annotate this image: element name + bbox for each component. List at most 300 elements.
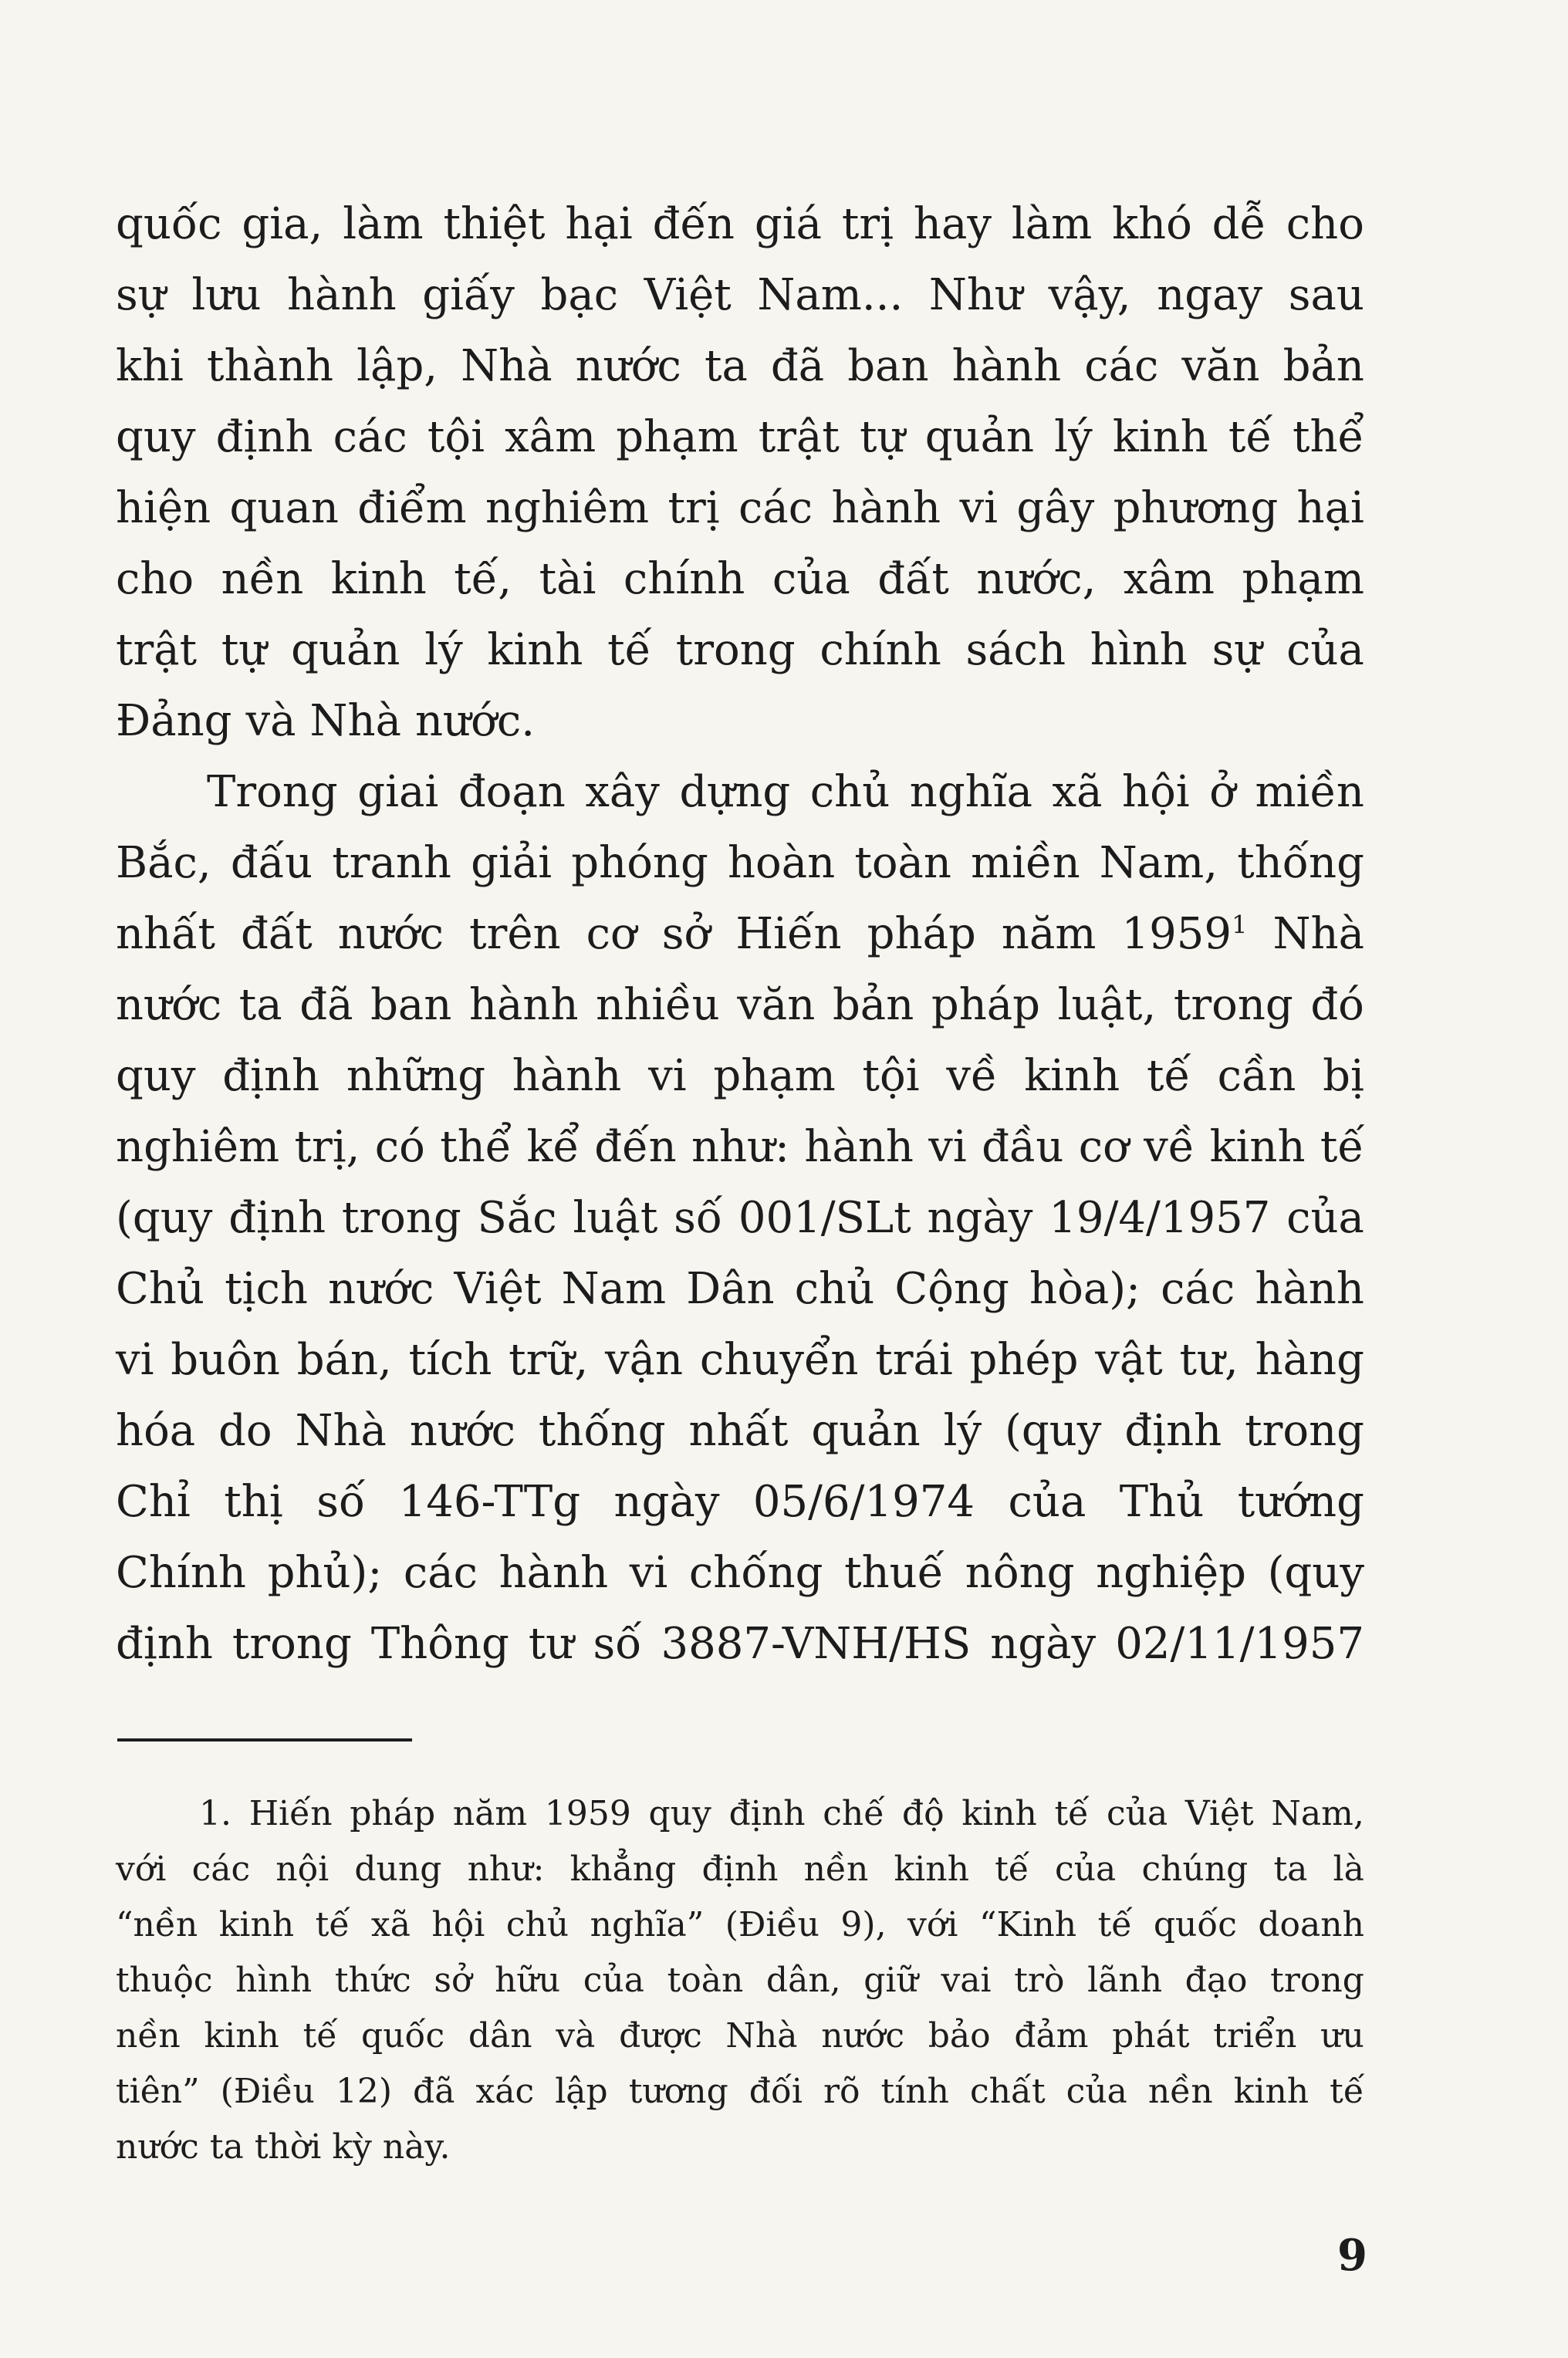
word: các (738, 483, 813, 533)
word: Nhà (309, 696, 401, 746)
word: trong (1173, 980, 1293, 1030)
word: lãnh (1087, 1961, 1163, 2000)
word: kinh (894, 1850, 969, 1889)
word: kinh (1024, 1051, 1120, 1101)
word: nước (328, 1264, 434, 1314)
word: cơ (586, 909, 637, 959)
word: Thông (370, 1619, 509, 1669)
word: nhất (116, 909, 215, 959)
word: ta (1273, 1850, 1308, 1889)
word: Đảng (116, 696, 232, 746)
word: đến (594, 1122, 677, 1172)
word: nghiêm (485, 483, 650, 533)
text-line (116, 1609, 1364, 1680)
word: của (583, 1961, 644, 2000)
word: các (191, 1850, 251, 1889)
word: nghĩa (909, 767, 1033, 817)
word: Chỉ (116, 1477, 191, 1527)
word: kinh (1209, 1122, 1306, 1172)
word: trong (231, 1619, 352, 1669)
word: với (116, 1850, 167, 1889)
word: (Điều (725, 1905, 819, 1944)
word: trong (675, 625, 796, 675)
word: ta (238, 980, 282, 1030)
word: nước (575, 341, 681, 391)
word: tội (862, 1051, 920, 1101)
word: tính (880, 2072, 949, 2111)
word: trị (841, 199, 894, 249)
word: quan (229, 483, 339, 533)
word: hoàn (727, 838, 836, 888)
word: đã (413, 2072, 455, 2111)
word: làm (343, 199, 424, 249)
word: miền (1255, 767, 1364, 817)
word: văn (1181, 341, 1260, 391)
word: thị (224, 1477, 283, 1527)
word: xây (585, 767, 660, 817)
footnote-line (116, 2008, 1364, 2064)
word: Nhà (295, 1406, 387, 1456)
word: phạm (1242, 554, 1364, 604)
word: chế (823, 1794, 885, 1833)
word: lập, (357, 341, 438, 391)
word: định (701, 1850, 779, 1889)
word: Sắc (477, 1193, 557, 1243)
word: kinh (1112, 412, 1208, 462)
word: đó (1310, 980, 1364, 1030)
text-segment: Nhà (1272, 909, 1364, 959)
word: hành (287, 270, 397, 320)
word: 02/11/1957 (1115, 1619, 1364, 1669)
word: chống (688, 1548, 823, 1598)
text-line-with-footnote-ref (116, 899, 1364, 970)
word: hình (1090, 625, 1188, 675)
word: Chủ (116, 1264, 204, 1314)
word: Dân (686, 1264, 775, 1314)
word: định (228, 1193, 326, 1243)
word: kinh (204, 2016, 279, 2056)
word: chủ (505, 1905, 569, 1944)
word: hữu (495, 1961, 561, 2000)
word: tự (221, 625, 267, 675)
text-line (116, 1538, 1364, 1609)
word: quốc (361, 2016, 445, 2056)
footnote-line (116, 2120, 1364, 2175)
word: xâm (505, 412, 596, 462)
word: về (1144, 1122, 1195, 1172)
word: xã (370, 1905, 411, 1944)
word: ta (704, 341, 748, 391)
word: là (1333, 1850, 1364, 1889)
text-line (116, 1467, 1364, 1538)
word: tế (1097, 1905, 1133, 1944)
word: chất (970, 2072, 1046, 2111)
word: những (346, 1051, 486, 1101)
word: đoạn (458, 767, 566, 817)
word: bán, (296, 1335, 392, 1385)
word: thống (1237, 838, 1364, 888)
word: nền (116, 2016, 181, 2056)
word: ưu (1320, 2016, 1364, 2056)
footnote-line (116, 1786, 1364, 1842)
word: gây (1016, 483, 1095, 533)
word: dân, (765, 1961, 841, 2000)
word: dễ (1211, 199, 1266, 249)
word: văn (737, 980, 816, 1030)
word: hành (512, 1051, 622, 1101)
word: của (1286, 1193, 1364, 1243)
word: tương (628, 2072, 728, 2111)
word: 1959$^1$ (1121, 909, 1248, 959)
word: kinh (218, 1905, 295, 1944)
word: Việt (454, 1264, 542, 1314)
word: quản (811, 1406, 921, 1456)
word: nước (337, 909, 444, 959)
word: tế (1228, 412, 1272, 462)
word: lý (943, 1406, 982, 1456)
word: nước, (976, 554, 1097, 604)
word: tư (528, 1619, 574, 1669)
word: sách (965, 625, 1066, 675)
word: xã (1052, 767, 1103, 817)
word: của (1008, 1477, 1086, 1527)
word: đất (877, 554, 949, 604)
word: chuyển (699, 1335, 859, 1385)
word: kinh (487, 625, 583, 675)
word: 3887-VNH/HS (661, 1619, 972, 1669)
text-line (116, 1396, 1364, 1467)
word: Nhà (725, 2016, 798, 2056)
word: chính (819, 625, 941, 675)
word: 12) (335, 2072, 393, 2111)
word: toàn (667, 1961, 744, 2000)
word: được (619, 2016, 702, 2056)
word: quốc (116, 199, 222, 249)
footnote-line (116, 1953, 1364, 2008)
word: hội (1122, 767, 1190, 817)
word: quản (291, 625, 400, 675)
word: (quy (1267, 1548, 1364, 1598)
text-line (116, 1325, 1364, 1396)
word: đến (652, 199, 735, 249)
word: hội (431, 1905, 485, 1944)
word: trong (341, 1193, 461, 1243)
word: Nam, (1271, 1794, 1364, 1833)
word: luật, (1057, 980, 1157, 1030)
footnote-reference: 1 (1232, 910, 1248, 940)
word: thể (1292, 412, 1364, 462)
word: pháp (931, 980, 1040, 1030)
word: pháp (350, 1794, 436, 1833)
word: tế (995, 1850, 1029, 1889)
word: tế (607, 625, 652, 675)
footnote-separator (117, 1738, 412, 1741)
word: nghĩa” (590, 1905, 705, 1944)
word: năm (1001, 909, 1097, 959)
word: như: (467, 1850, 545, 1889)
word: trị (667, 483, 720, 533)
word: của (772, 554, 850, 604)
word: vi (959, 483, 998, 533)
main-text-block (116, 189, 1364, 1680)
word: hành (804, 1122, 914, 1172)
word: Nam (561, 1264, 667, 1314)
word: về (946, 1051, 998, 1101)
word: phép (969, 1335, 1079, 1385)
word: gia, (242, 199, 323, 249)
word: vi (648, 1051, 687, 1101)
word: Bắc, (116, 838, 211, 888)
word: trò (1014, 1961, 1065, 2000)
word: định (215, 412, 313, 462)
word: xác (475, 2072, 535, 2111)
word: hành (951, 341, 1062, 391)
word: Cộng (894, 1264, 1009, 1314)
word: Như (928, 270, 1022, 320)
text-line (116, 544, 1364, 615)
word: như: (691, 1122, 790, 1172)
word: và (556, 2016, 596, 2056)
word: vậy, (1048, 270, 1131, 320)
word: hành (468, 980, 579, 1030)
word: lưu (191, 270, 262, 320)
word: độ (902, 1794, 945, 1833)
word: và (245, 696, 296, 746)
word: thuộc (116, 1961, 213, 2000)
word: Nhà (461, 341, 553, 391)
word: “Kinh (978, 1905, 1077, 1944)
word: đấu (230, 838, 313, 888)
word: 05/6/1974 (752, 1477, 975, 1527)
word: ta (209, 2127, 244, 2167)
word: vi (629, 1548, 668, 1598)
word: 19/4/1957 (1049, 1193, 1271, 1243)
word: ngay (1157, 270, 1263, 320)
word: buôn (171, 1335, 280, 1385)
word: Nam, (1099, 838, 1218, 888)
word: dung (354, 1850, 442, 1889)
word: chúng (1141, 1850, 1249, 1889)
word: của (1106, 1794, 1168, 1833)
word: chủ (794, 1264, 875, 1314)
word: với (907, 1905, 958, 1944)
word: trên (469, 909, 561, 959)
word: rõ (823, 2072, 860, 2111)
word: có (374, 1122, 425, 1172)
word: sở (434, 1961, 472, 2000)
text-line (116, 260, 1364, 331)
word: giai (357, 767, 439, 817)
text-line (116, 1183, 1364, 1254)
word: đảm (1014, 2016, 1089, 2056)
word: nước. (414, 696, 535, 746)
word: vật (1095, 1335, 1163, 1385)
word: hình (235, 1961, 313, 2000)
word: (Điều (220, 2072, 315, 2111)
word: thức (334, 1961, 411, 2000)
word: phủ); (267, 1548, 383, 1598)
word: trật (116, 625, 198, 675)
word: tự (860, 412, 905, 462)
word: nhất (688, 1406, 789, 1456)
word: nghiêm (116, 1122, 280, 1172)
word: giấy (422, 270, 515, 320)
word: Chính (116, 1548, 246, 1598)
word: các (403, 1548, 478, 1598)
word: lý (1054, 412, 1093, 462)
word: nghiệp (1096, 1548, 1246, 1598)
word: bạc (540, 270, 619, 320)
text-line (116, 1041, 1364, 1112)
word: phát (1112, 2016, 1190, 2056)
word: trái (875, 1335, 953, 1385)
word: phạm (713, 1051, 836, 1101)
word: ở (1209, 767, 1235, 817)
word: đã (770, 341, 825, 391)
word: định (116, 1619, 213, 1669)
word: bản (832, 980, 914, 1030)
footnote-line (116, 2064, 1364, 2120)
word: pháp (867, 909, 976, 959)
word: năm (452, 1794, 528, 1833)
word: phóng (571, 838, 708, 888)
word: tài (539, 554, 596, 604)
word: hành (831, 483, 941, 533)
word: 146-TTg (398, 1477, 581, 1527)
word: trữ, (509, 1335, 589, 1385)
word: trật (758, 412, 840, 462)
word: tế (1330, 2072, 1364, 2111)
word: khẳng (569, 1850, 677, 1889)
word: quy (116, 1051, 196, 1101)
text-line (116, 828, 1364, 899)
word: đạo (1184, 1961, 1248, 2000)
word: tế (1054, 1794, 1090, 1833)
word: này. (382, 2127, 451, 2167)
word: xâm (1123, 554, 1215, 604)
word: ngày (613, 1477, 720, 1527)
word: nền (803, 1850, 869, 1889)
word: nước (116, 2127, 199, 2167)
text-line (116, 402, 1364, 473)
word: luật (573, 1193, 658, 1243)
word: chủ (809, 767, 890, 817)
word: quản (924, 412, 1035, 462)
word: thiệt (443, 199, 546, 249)
word: dựng (679, 767, 791, 817)
word: tích (408, 1335, 492, 1385)
word: tội (427, 412, 485, 462)
word: thời (254, 2127, 322, 2167)
word: kỳ (332, 2127, 372, 2167)
word: lý (424, 625, 463, 675)
footnote-line (116, 1897, 1364, 1953)
word: hàng (1255, 1335, 1364, 1385)
word: nền (221, 554, 304, 604)
footnote-block (116, 1786, 1364, 2175)
word: triển (1213, 2016, 1297, 2056)
word: toàn (854, 838, 951, 888)
word: giải (471, 838, 553, 888)
word: đất (241, 909, 313, 959)
word: doanh (1258, 1905, 1364, 1944)
word: các (1084, 341, 1159, 391)
page-number: 9 (1337, 2230, 1367, 2281)
word: sở (661, 909, 711, 959)
word: số (316, 1477, 366, 1527)
text-line (116, 473, 1364, 544)
word: quy (648, 1794, 711, 1833)
word: (quy (1005, 1406, 1102, 1456)
word: Việt (644, 270, 732, 320)
word: hại (565, 199, 633, 249)
word: vi (928, 1122, 967, 1172)
word: giá (754, 199, 822, 249)
word: điểm (357, 483, 467, 533)
word: ban (847, 341, 929, 391)
word: làm (1011, 199, 1093, 249)
word: sau (1288, 270, 1364, 320)
word: phương (1113, 483, 1279, 533)
word: nước (116, 980, 222, 1030)
word: tế (315, 1905, 350, 1944)
word: vi (116, 1335, 154, 1385)
word: bị (1323, 1051, 1364, 1101)
word: trị, (294, 1122, 360, 1172)
word: ngày (990, 1619, 1097, 1669)
word: vai (941, 1961, 992, 2000)
text-line (116, 1254, 1364, 1325)
word: phạm (616, 412, 738, 462)
text-line (116, 1112, 1364, 1183)
footnote-line (116, 1842, 1364, 1897)
word: tế, (454, 554, 512, 604)
word: hiện (116, 483, 211, 533)
word: lập (555, 2072, 608, 2111)
word: kinh (330, 554, 427, 604)
word: hại (1296, 483, 1364, 533)
word: đầu (982, 1122, 1064, 1172)
word: kinh (1233, 2072, 1309, 2111)
word: tiên” (116, 2072, 200, 2111)
word: các (1161, 1264, 1235, 1314)
word: khi (116, 341, 184, 391)
word: hòa); (1029, 1264, 1141, 1314)
word: kể (526, 1122, 580, 1172)
word: tư, (1179, 1335, 1239, 1385)
word: tế (302, 2016, 338, 2056)
word: (quy (116, 1193, 213, 1243)
word: Việt (1184, 1794, 1254, 1833)
word: giữ (863, 1961, 918, 2000)
word: các (333, 412, 407, 462)
word: cần (1217, 1051, 1296, 1101)
text-line (116, 331, 1364, 402)
word: số (674, 1193, 723, 1243)
word: ngày (927, 1193, 1033, 1243)
word: Hiến (735, 909, 842, 959)
word: hay (913, 199, 992, 249)
word: cho (116, 554, 194, 604)
word: định (728, 1794, 806, 1833)
word: trong (1270, 1961, 1364, 2000)
word: tịch (225, 1264, 308, 1314)
word: nội (275, 1850, 329, 1889)
word: tế (1320, 1122, 1364, 1172)
word: chính (623, 554, 745, 604)
word: thuế (844, 1548, 945, 1598)
word: đối (749, 2072, 803, 2111)
